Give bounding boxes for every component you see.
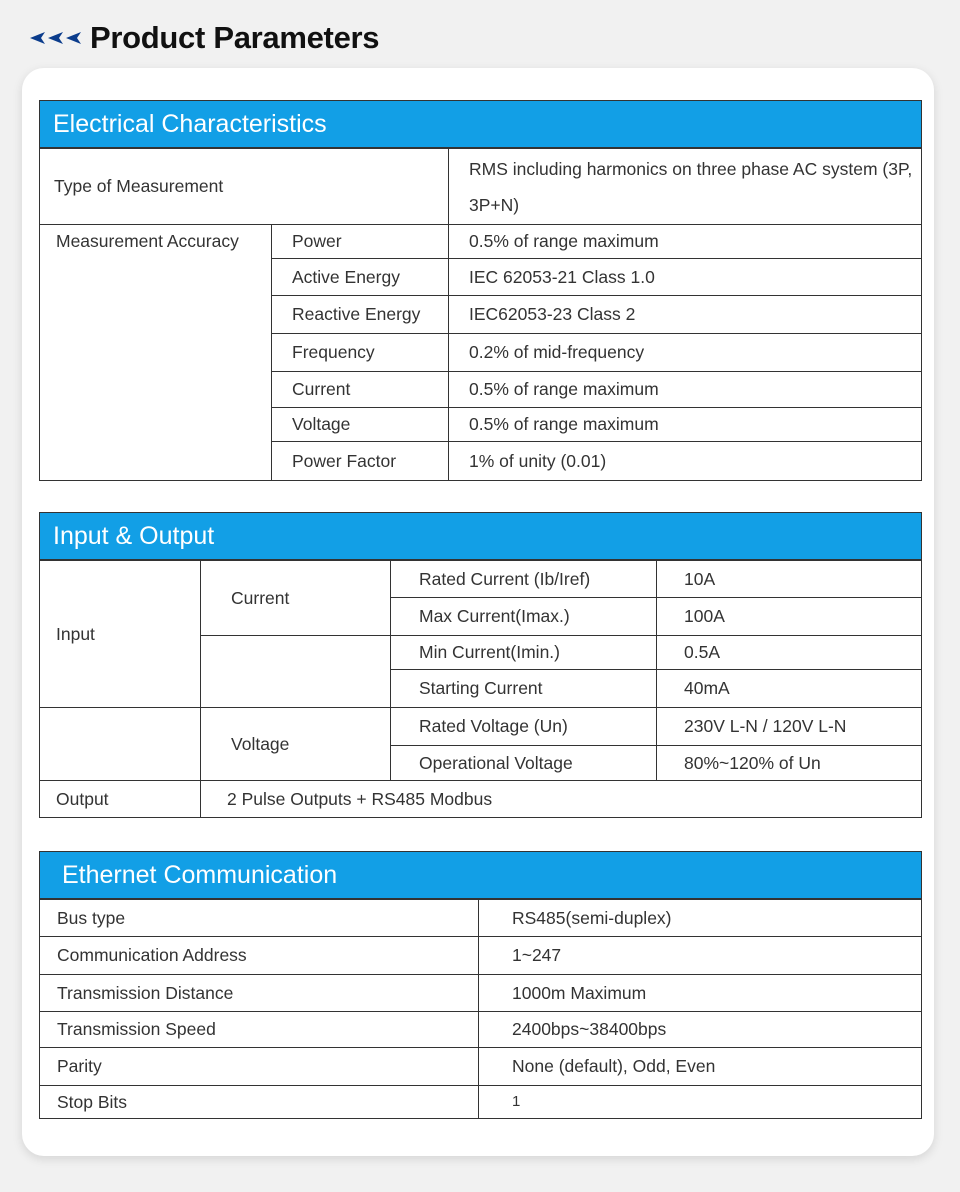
ethernet-value: 2400bps~38400bps bbox=[479, 1012, 922, 1048]
table-row bbox=[40, 149, 922, 225]
accuracy-param: Reactive Energy bbox=[272, 296, 449, 334]
ethernet-value: 1 bbox=[479, 1086, 922, 1119]
empty-cell bbox=[40, 708, 201, 781]
io-param: Rated Voltage (Un) bbox=[391, 708, 657, 746]
io-table bbox=[39, 560, 922, 818]
ethernet-param: Stop Bits bbox=[40, 1086, 479, 1119]
input-label: Input bbox=[40, 561, 201, 708]
table-row bbox=[40, 975, 922, 1012]
io-param: Starting Current bbox=[391, 670, 657, 708]
ethernet-param: Bus type bbox=[40, 900, 479, 937]
triple-chevron-left-icon bbox=[30, 30, 82, 46]
io-value: 10A bbox=[657, 561, 922, 598]
accuracy-value: IEC62053-23 Class 2 bbox=[449, 296, 922, 334]
table-row bbox=[40, 1048, 922, 1086]
ethernet-param: Communication Address bbox=[40, 937, 479, 975]
io-value: 100A bbox=[657, 598, 922, 636]
accuracy-param: Voltage bbox=[272, 408, 449, 442]
measurement-accuracy-label: Measurement Accuracy bbox=[40, 225, 272, 481]
ethernet-param: Transmission Speed bbox=[40, 1012, 479, 1048]
accuracy-value: 0.5% of range maximum bbox=[449, 225, 922, 259]
page-title: Product Parameters bbox=[90, 20, 380, 55]
accuracy-param: Power bbox=[272, 225, 449, 259]
ethernet-value: RS485(semi-duplex) bbox=[479, 900, 922, 937]
table-row bbox=[40, 561, 922, 598]
table-row bbox=[40, 781, 922, 818]
electrical-section bbox=[39, 100, 922, 481]
output-value: 2 Pulse Outputs + RS485 Modbus bbox=[201, 781, 922, 818]
accuracy-value: 0.5% of range maximum bbox=[449, 372, 922, 408]
table-row bbox=[40, 708, 922, 746]
accuracy-value: 1% of unity (0.01) bbox=[449, 442, 922, 481]
table-row bbox=[40, 1012, 922, 1048]
accuracy-value: IEC 62053-21 Class 1.0 bbox=[449, 259, 922, 296]
section-title-electrical: Electrical Characteristics bbox=[39, 100, 922, 148]
accuracy-value: 0.2% of mid-frequency bbox=[449, 334, 922, 372]
ethernet-param: Parity bbox=[40, 1048, 479, 1086]
io-param: Max Current(Imax.) bbox=[391, 598, 657, 636]
table-row bbox=[40, 1086, 922, 1119]
electrical-table bbox=[39, 148, 922, 481]
ethernet-section bbox=[39, 851, 922, 1119]
ethernet-table bbox=[39, 899, 922, 1119]
accuracy-param: Power Factor bbox=[272, 442, 449, 481]
ethernet-value: None (default), Odd, Even bbox=[479, 1048, 922, 1086]
accuracy-param: Frequency bbox=[272, 334, 449, 372]
io-value: 0.5A bbox=[657, 636, 922, 670]
ethernet-value: 1000m Maximum bbox=[479, 975, 922, 1012]
io-param: Min Current(Imin.) bbox=[391, 636, 657, 670]
accuracy-value: 0.5% of range maximum bbox=[449, 408, 922, 442]
type-of-measurement-label: Type of Measurement bbox=[40, 149, 449, 225]
accuracy-param: Active Energy bbox=[272, 259, 449, 296]
io-value: 230V L-N / 120V L-N bbox=[657, 708, 922, 746]
parameters-card bbox=[22, 68, 934, 1156]
section-title-io: Input & Output bbox=[39, 512, 922, 560]
table-row bbox=[40, 225, 922, 259]
io-param: Rated Current (Ib/Iref) bbox=[391, 561, 657, 598]
voltage-label: Voltage bbox=[201, 708, 391, 781]
io-value: 40mA bbox=[657, 670, 922, 708]
output-label: Output bbox=[40, 781, 201, 818]
current-label: Current bbox=[201, 561, 391, 636]
empty-cell bbox=[201, 636, 391, 708]
io-param: Operational Voltage bbox=[391, 746, 657, 781]
accuracy-param: Current bbox=[272, 372, 449, 408]
section-title-ethernet: Ethernet Communication bbox=[39, 851, 922, 899]
page-header bbox=[30, 16, 379, 60]
type-of-measurement-value: RMS including harmonics on three phase AC system (3P, 3P+N) bbox=[449, 149, 922, 225]
io-value: 80%~120% of Un bbox=[657, 746, 922, 781]
table-row bbox=[40, 900, 922, 937]
table-row bbox=[40, 937, 922, 975]
ethernet-value: 1~247 bbox=[479, 937, 922, 975]
io-section bbox=[39, 512, 922, 818]
ethernet-param: Transmission Distance bbox=[40, 975, 479, 1012]
